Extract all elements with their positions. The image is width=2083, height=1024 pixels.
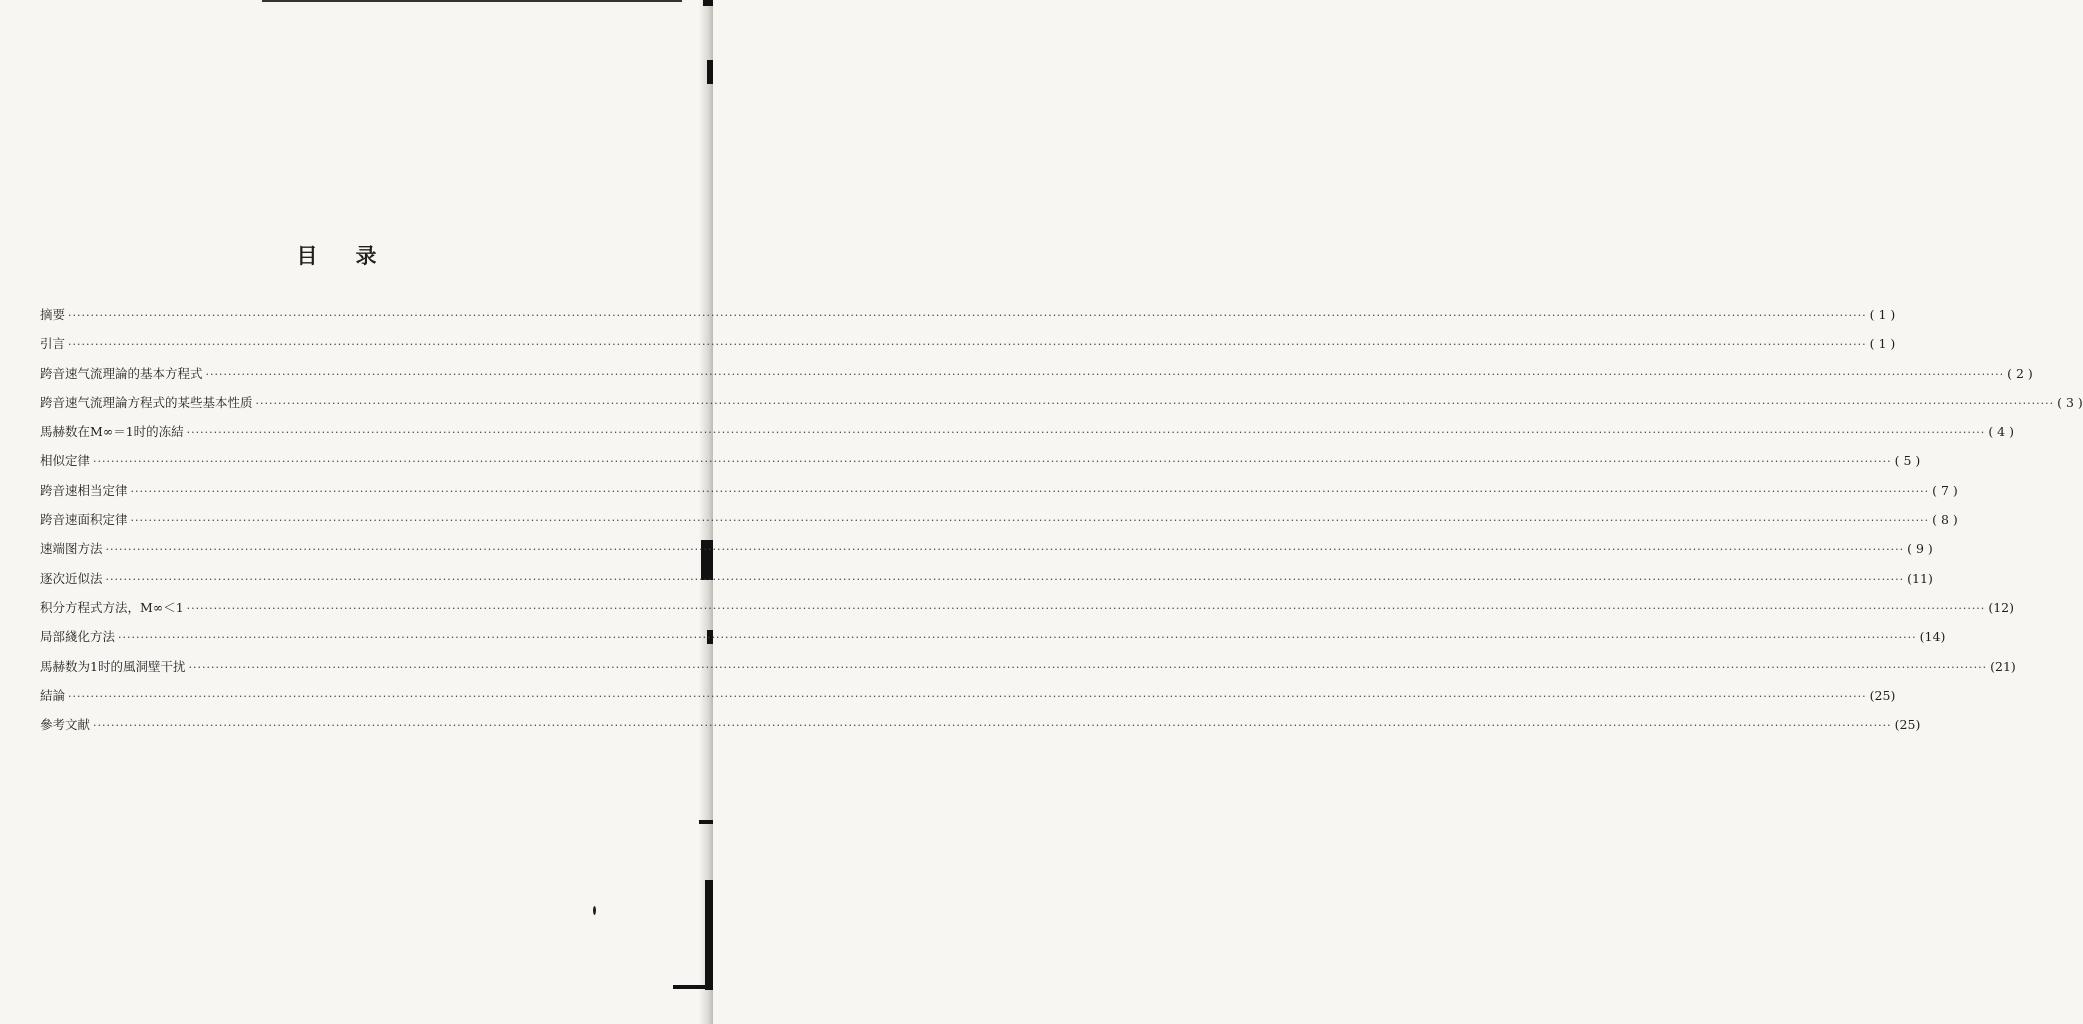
toc-entry-page: (21) bbox=[1990, 658, 2016, 674]
toc-dot-leader: ················································································································································································································································································································································································································ bbox=[188, 660, 1988, 674]
toc-entry bbox=[40, 534, 1933, 563]
toc-entry-page: ( 3 ) bbox=[2057, 394, 2083, 410]
toc-entry bbox=[40, 593, 2014, 622]
toc-entry bbox=[40, 300, 1896, 329]
toc-entry-page: ( 8 ) bbox=[1932, 512, 1958, 528]
toc-entry bbox=[40, 681, 1896, 710]
toc-dot-leader: ················································································································································································································································································································································································································ bbox=[68, 338, 1867, 352]
toc-dot-leader: ················································································································································································································································································································································································································ bbox=[105, 543, 1905, 557]
toc-dot-leader: ················································································································································································································································································································································································································ bbox=[68, 689, 1867, 703]
toc-dot-leader: ················································································································································································································································································································································································································ bbox=[130, 514, 1930, 528]
top-edge-rule bbox=[262, 0, 682, 2]
toc-dot-leader: ················································································································································································································································································································································································································ bbox=[255, 396, 2055, 410]
toc-entry-title: 速端图方法 bbox=[40, 541, 103, 557]
toc-entry-page: (12) bbox=[1988, 599, 2014, 615]
toc-entry-title: 馬赫数在M∞＝1时的冻結 bbox=[40, 424, 184, 440]
toc-entry bbox=[40, 446, 1921, 475]
toc-entry-title: 引言 bbox=[40, 336, 66, 352]
toc-entry-title: 馬赫数为1时的風洞壁干扰 bbox=[40, 658, 186, 674]
scan-edge-mark bbox=[703, 0, 713, 6]
toc-dot-leader: ················································································································································································································································································································································································································ bbox=[105, 572, 1905, 586]
toc-entry-title: 參考文献 bbox=[40, 717, 91, 733]
toc-dot-leader: ················································································································································································································································································································································································································ bbox=[186, 426, 1986, 440]
toc-dot-leader: ················································································································································································································································································································································································································ bbox=[93, 719, 1892, 733]
toc-entry-title: 跨音速面积定律 bbox=[40, 512, 128, 528]
page-title: 目录 bbox=[296, 244, 415, 269]
toc-entry-page: (14) bbox=[1919, 629, 1946, 645]
toc-entry-page: ( 7 ) bbox=[1932, 482, 1958, 498]
toc-entry bbox=[40, 417, 2014, 446]
toc-entry-page: ( 2 ) bbox=[2007, 365, 2033, 381]
toc-dot-leader: ················································································································································································································································································································································································································ bbox=[130, 484, 1930, 498]
toc-entry bbox=[40, 710, 1921, 739]
toc-dot-leader: ················································································································································································································································································································································································································ bbox=[205, 367, 2005, 381]
toc-entry bbox=[40, 388, 2083, 417]
scan-edge-mark bbox=[705, 880, 713, 990]
toc-entry-title: 相似定律 bbox=[40, 453, 91, 469]
toc-entry-page: (11) bbox=[1907, 570, 1933, 586]
toc-entry-page: (25) bbox=[1869, 687, 1896, 703]
toc-dot-leader: ················································································································································································································································································································································································································ bbox=[93, 455, 1892, 469]
toc-entry-page: (25) bbox=[1894, 717, 1921, 733]
toc-entry bbox=[40, 329, 1896, 358]
toc-entry-page: ( 1 ) bbox=[1869, 307, 1896, 322]
toc-entry-page: ( 4 ) bbox=[1988, 424, 2014, 440]
scan-edge-mark bbox=[707, 60, 713, 84]
toc-dot-leader: ················································································································································································································································································································································································································ bbox=[186, 601, 1986, 615]
ink-speck bbox=[593, 906, 596, 915]
toc-entry-title: 摘要 bbox=[40, 307, 66, 322]
toc-entry bbox=[40, 505, 1958, 534]
toc-entry-title: 跨音速气流理論的基本方程式 bbox=[40, 365, 203, 381]
toc-entry-page: ( 5 ) bbox=[1894, 453, 1921, 469]
toc-entry-title: 跨音速气流理論方程式的某些基本性质 bbox=[40, 394, 253, 410]
toc-dot-leader: ················································································································································································································································································································································································································ bbox=[118, 631, 1917, 645]
toc-entry-title: 局部綫化方法 bbox=[40, 629, 116, 645]
toc-entry bbox=[40, 622, 1946, 651]
toc-entry-title: 結論 bbox=[40, 687, 66, 703]
toc-entry-title: 逐次近似法 bbox=[40, 570, 103, 586]
table-of-contents bbox=[40, 300, 2083, 739]
scan-edge-mark bbox=[699, 820, 713, 824]
toc-entry-title: 跨音速相当定律 bbox=[40, 482, 128, 498]
toc-entry-page: ( 9 ) bbox=[1907, 541, 1933, 557]
toc-entry bbox=[40, 359, 2033, 388]
toc-entry bbox=[40, 476, 1958, 505]
scan-edge-mark bbox=[673, 985, 713, 989]
toc-entry-title: 积分方程式方法，M∞＜1 bbox=[40, 599, 184, 615]
toc-entry-page: ( 1 ) bbox=[1869, 336, 1896, 352]
toc-entry bbox=[40, 564, 1933, 593]
toc-dot-leader: ················································································································································································································································································································································································································ bbox=[68, 309, 1867, 322]
toc-entry bbox=[40, 652, 2016, 681]
